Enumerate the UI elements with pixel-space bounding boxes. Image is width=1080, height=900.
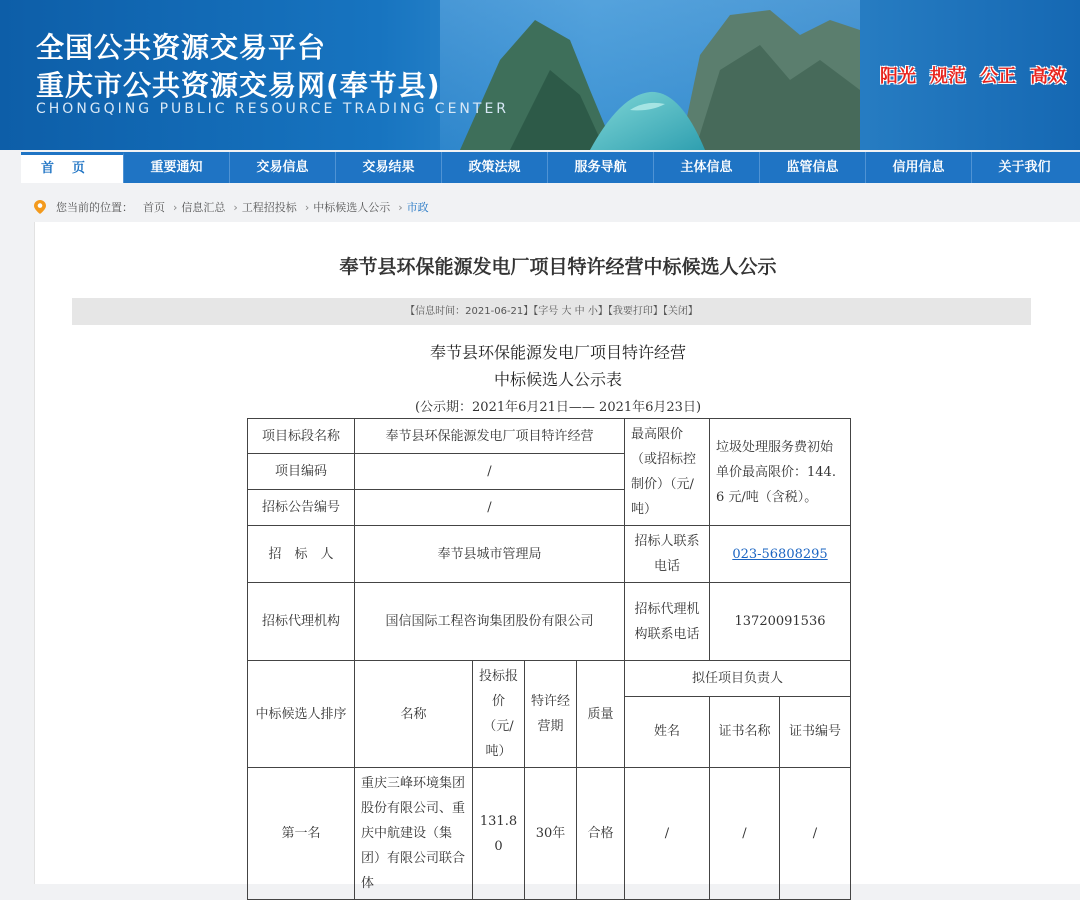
breadcrumb-separator-icon: ›	[233, 200, 238, 214]
row1-quality: 合格	[577, 768, 625, 900]
breadcrumb-separator-icon: ›	[398, 200, 403, 214]
tenderer-phone-link	[710, 526, 851, 583]
nav-supervision[interactable]: 监管信息	[760, 152, 866, 183]
site-title-line1: 全国公共资源交易平台	[36, 31, 327, 64]
col-rank-header: 中标候选人排序	[248, 661, 355, 768]
col-quality-header: 质量	[577, 661, 625, 768]
header-banner	[0, 0, 1080, 150]
site-title-english: CHONGQING PUBLIC RESOURCE TRADING CENTER	[36, 101, 510, 117]
tenderer-phone-label: 招标人联系电话	[625, 526, 710, 583]
notice-no-value: /	[355, 489, 625, 525]
breadcrumb-prefix: 您当前的位置：	[56, 201, 133, 214]
table-row	[248, 768, 851, 900]
slogan-fair: 公正	[980, 66, 1016, 87]
nav-trade-info[interactable]: 交易信息	[230, 152, 336, 183]
site-title-line2: 重庆市公共资源交易网(奉节县)	[36, 69, 441, 102]
tenderer-label: 招 标 人	[248, 526, 355, 583]
slogan-efficient: 高效	[1030, 66, 1066, 87]
article-panel	[34, 222, 1080, 891]
project-name-value: 奉节县环保能源发电厂项目特许经营	[355, 419, 625, 454]
location-pin-icon	[34, 200, 46, 214]
slogans	[880, 62, 1066, 88]
nav-about[interactable]: 关于我们	[998, 160, 1051, 175]
agency-label: 招标代理机构	[248, 583, 355, 661]
col-period-header: 特许经营期	[525, 661, 577, 768]
breadcrumb-municipal[interactable]: 市政	[406, 201, 429, 214]
breadcrumb-candidate-notice[interactable]: 中标候选人公示	[313, 201, 391, 214]
agency-phone-value: 13720091536	[710, 583, 851, 661]
notice-no-label: 招标公告编号	[248, 489, 355, 525]
agency-phone-label: 招标代理机构联系电话	[625, 583, 710, 661]
main-nav	[21, 152, 1080, 183]
project-name-label: 项目标段名称	[248, 419, 355, 454]
breadcrumb	[34, 199, 433, 215]
doc-period: (公示期：2021年6月21日—— 2021年6月23日)	[414, 400, 702, 415]
doc-heading-line1: 奉节县环保能源发电厂项目特许经营	[429, 343, 686, 362]
font-medium-button[interactable]: 中	[574, 306, 585, 317]
col-name-header: 名称	[355, 661, 473, 768]
scenery-image	[440, 0, 860, 150]
breadcrumb-separator-icon: ›	[173, 200, 178, 214]
table-row	[248, 526, 851, 583]
col-cert-name-header: 证书名称	[710, 696, 780, 767]
row1-period: 30年	[525, 768, 577, 900]
slogan-sunshine: 阳光	[880, 66, 916, 87]
max-price-value: 垃圾处理服务费初始单价最高限价：144.6 元/吨（含税）。	[710, 419, 851, 526]
close-button[interactable]: 【关闭】	[662, 306, 698, 317]
row1-manager-name: /	[625, 768, 710, 900]
print-button[interactable]: 【我要打印】	[607, 306, 663, 317]
tenderer-value: 奉节县城市管理局	[355, 526, 625, 583]
breadcrumb-info-summary[interactable]: 信息汇总	[181, 201, 226, 214]
table-row	[248, 419, 851, 454]
breadcrumb-separator-icon: ›	[304, 200, 310, 214]
nav-home[interactable]: 首页	[21, 152, 124, 183]
col-bid-price-header: 投标报价（元/吨）	[473, 661, 525, 768]
candidate-table	[247, 418, 851, 900]
row1-cert-no: /	[780, 768, 851, 900]
col-cert-no-header: 证书编号	[780, 696, 851, 767]
breadcrumb-home[interactable]: 首页	[143, 201, 165, 214]
max-price-label: 最高限价（或招标控制价）（元/吨）	[625, 419, 710, 526]
font-small-button[interactable]: 小】	[587, 306, 608, 317]
row1-cert-name: /	[710, 768, 780, 900]
table-row	[248, 661, 851, 697]
row1-bid-price: 131.80	[473, 768, 525, 900]
col-manager-header: 拟任项目负责人	[625, 661, 851, 697]
row1-name: 重庆三峰环境集团股份有限公司、重庆中航建设（集团）有限公司联合体	[355, 768, 473, 900]
nav-entity-info[interactable]: 主体信息	[654, 152, 760, 183]
col-manager-name-header: 姓名	[625, 696, 710, 767]
nav-credit[interactable]: 信用信息	[866, 152, 972, 183]
table-row	[248, 583, 851, 661]
article-info-bar	[72, 298, 1031, 325]
info-time: 【信息时间：2021-06-21】	[405, 306, 534, 317]
font-large-button[interactable]: 大	[561, 306, 572, 317]
tenderer-phone-value[interactable]: 023-56808295	[732, 546, 828, 562]
slogan-standard: 规范	[930, 66, 966, 87]
project-code-label: 项目编码	[248, 454, 355, 489]
nav-services[interactable]: 服务导航	[548, 152, 654, 183]
row1-rank: 第一名	[248, 768, 355, 900]
nav-trade-results[interactable]: 交易结果	[336, 152, 442, 183]
project-code-value: /	[355, 454, 625, 489]
font-size-label: 【字号	[533, 306, 559, 317]
article-title: 奉节县环保能源发电厂项目特许经营中标候选人公示	[339, 256, 777, 278]
nav-notices[interactable]: 重要通知	[124, 152, 230, 183]
breadcrumb-engineering[interactable]: 工程招投标	[241, 201, 297, 214]
agency-value: 国信国际工程咨询集团股份有限公司	[355, 583, 625, 661]
nav-policies[interactable]: 政策法规	[442, 152, 548, 183]
doc-heading-line2: 中标候选人公示表	[493, 370, 622, 389]
